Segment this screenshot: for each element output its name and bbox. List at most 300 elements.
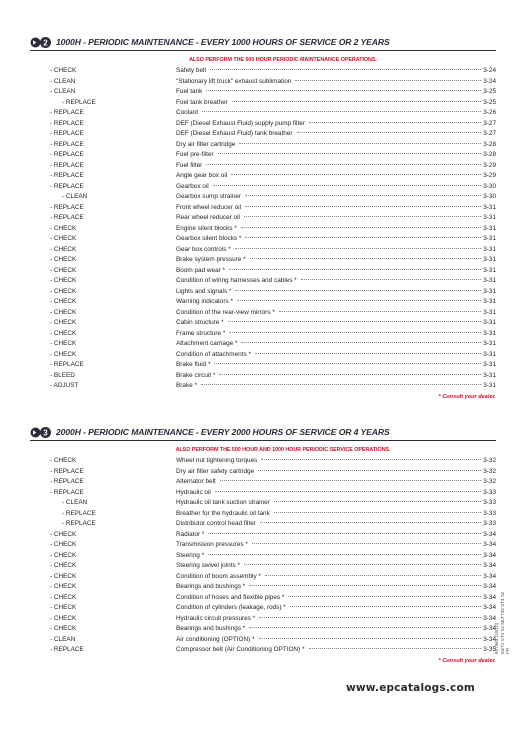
task-action: - CHECK [50,541,77,548]
task-entry [176,381,496,392]
consult-dealer-note: * Consult your dealer. [438,393,496,400]
task-description: Angle gear box oil [176,172,228,179]
page-reference: 3-27 [483,119,496,127]
task-entry [176,108,496,119]
page-reference: 3-35 [483,646,496,653]
task-action: - CHECK [50,583,77,590]
task-description: Wheel nut tightening torques [176,457,258,464]
task-description: Brake * [176,382,197,389]
task-action: - REPLACE [50,646,84,653]
task-entry [176,360,496,371]
task-row [30,614,496,625]
task-row [30,140,496,151]
task-entry [176,645,496,656]
section-title: 2000H - PERIODIC MAINTENANCE - EVERY 2000 HOURS OF SERVICE OR 4 YEARS [56,427,390,437]
page-reference: 3-31 [483,371,496,379]
task-entry [176,456,496,467]
task-entry [176,234,496,245]
task-entry [176,582,496,593]
task-row [30,477,496,488]
dot-leader [208,532,481,534]
task-action: - CHECK [50,329,77,337]
task-row [30,603,496,614]
dot-leader [208,553,481,555]
reference-line: 63/72 ST4 S2 MLT735 ST4 S2 [499,591,505,654]
also-perform-note: ALSO PERFORM THE 500 HOUR AND 1000 HOUR PERIODIC SERVICE OPERATIONS. [175,447,391,453]
task-row [30,234,496,245]
task-entry [176,245,496,256]
task-action: - CHECK [50,256,77,263]
task-entry [176,477,496,488]
task-entry [176,66,496,77]
dot-leader [260,521,481,523]
task-entry [176,192,496,203]
task-row [30,519,496,530]
task-row [30,350,496,361]
task-description: Hydraulic circuit pressures * [176,614,256,622]
task-description: Condition of wiring harnesses and cables * [176,277,297,284]
page-reference: 3-24 [483,77,496,85]
page-reference: 3-29 [483,161,496,169]
task-action: - CHECK [50,604,77,611]
task-entry [176,488,496,499]
dot-leader [295,79,481,81]
task-description: Condition of cylinders (leakage, rods) * [176,604,286,611]
dot-leader [202,110,481,112]
task-action: - CHECK [50,319,77,326]
page-reference: 3-26 [483,109,496,116]
page-reference: 3-34 [483,583,496,590]
task-action: - REPLACE [50,488,84,496]
task-action: - CHECK [50,340,77,347]
task-row [30,119,496,130]
page-reference: 3-32 [483,457,496,464]
task-row [30,509,496,520]
task-entry [176,213,496,224]
page-reference: 3-31 [483,298,496,305]
task-entry [176,540,496,551]
task-description: Engine silent blocks * [176,224,237,232]
task-row [30,287,496,298]
task-row [30,318,496,329]
dot-leader [265,574,481,576]
dot-leader [215,490,481,492]
dot-leader [309,647,482,649]
task-row [30,635,496,646]
consult-dealer-note: * Consult your dealer. [438,657,496,664]
interval-number: 2 [43,37,48,47]
task-entry [176,614,496,625]
page-reference: 3-34 [483,625,496,632]
task-description: Safety belt [176,67,207,74]
page-reference: 3-34 [483,593,496,601]
task-description: Attachment carriage * [176,340,238,347]
task-row [30,171,496,182]
dot-leader [259,637,482,639]
dot-leader [241,226,481,228]
task-description: Brake fluid * [176,361,211,368]
page-reference: 3-31 [483,224,496,232]
task-row [30,371,496,382]
task-row [30,561,496,572]
task-action: - REPLACE [50,478,84,485]
task-description: Bearings and bushings * [176,583,246,590]
task-row [30,77,496,88]
section-header [30,34,496,51]
page-reference: 3-34 [483,530,496,538]
task-row [30,255,496,266]
page-reference: 3-27 [483,130,496,137]
task-row [30,150,496,161]
page-reference: 3-24 [483,67,496,74]
task-row [30,339,496,350]
task-row [30,192,496,203]
page-reference: 3-34 [483,551,496,559]
task-row [30,467,496,478]
task-description: Condition of hoses and flexible pipes * [176,593,285,601]
task-row [30,129,496,140]
task-description: DEF (Diesel Exhaust Fluid) supply pump filter [176,119,305,127]
task-description: Breather for the hydraulic oil tank [176,509,270,517]
task-action: - CHECK [50,287,77,295]
page-reference: 3-31 [483,308,496,316]
task-entry [176,551,496,562]
dot-leader [229,268,481,270]
task-entry [176,530,496,541]
task-row [30,582,496,593]
dot-leader [258,469,481,471]
page-reference: 3-29 [483,172,496,179]
page-reference: 3-34 [483,604,496,611]
task-entry [176,77,496,88]
task-entry [176,150,496,161]
task-description: Gearbox silent blocks * [176,235,242,242]
dot-leader [237,299,481,301]
task-action: - BLEED [50,371,75,379]
dot-leader [301,278,481,280]
page-reference: 3-31 [483,214,496,221]
task-action: - REPLACE [50,214,84,221]
task-row [30,203,496,214]
task-entry [176,276,496,287]
task-action: - CHECK [50,551,77,559]
page-reference: 3-34 [483,614,496,622]
task-action: - REPLACE [50,182,84,190]
dot-leader [249,584,481,586]
task-description: Fuel tank breather [176,98,228,106]
task-action: - CHECK [50,457,77,464]
task-description: Hydraulic oil [176,488,211,496]
dot-leader [239,142,481,144]
task-row [30,530,496,541]
task-entry [176,224,496,235]
task-row [30,308,496,319]
page-reference: 3-28 [483,151,496,158]
dot-leader [220,479,481,481]
task-row [30,551,496,562]
task-action: - REPLACE [50,161,84,169]
task-action: - CLEAN [50,635,76,643]
maintenance-interval-icon [30,426,52,439]
task-entry [176,498,496,509]
dot-leader [206,89,481,91]
dot-leader [259,616,481,618]
dot-leader [235,289,481,291]
page-reference: 3-34 [483,562,496,569]
task-entry [176,329,496,340]
page-reference: 3-31 [483,235,496,242]
task-entry [176,561,496,572]
dot-leader [228,320,482,322]
task-row [30,593,496,604]
page-reference: 3-31 [483,361,496,368]
task-action: - REPLACE [50,140,84,148]
task-description: Dry air filter cartridge [176,140,236,148]
task-entry [176,266,496,277]
page-reference: 3-31 [483,256,496,263]
task-row [30,329,496,340]
task-description: Condition of boom assembly * [176,572,261,580]
dot-leader [229,331,481,333]
task-description: Cabin structure * [176,319,224,326]
task-action: - CHECK [50,562,77,569]
task-action: - REPLACE [50,467,84,475]
task-action: - REPLACE [62,520,96,527]
also-perform-note: ALSO PERFORM THE 500 HOUR PERIODIC MAINTENANCE OPERATIONS. [189,57,377,63]
dot-leader [290,605,481,607]
dot-leader [250,257,482,259]
page-reference: 3-28 [483,140,496,148]
page-reference: 3-25 [483,88,496,95]
task-row [30,66,496,77]
section-1000h [30,34,496,400]
task-action: - REPLACE [62,509,96,517]
task-action: - CHECK [50,235,77,242]
dot-leader [218,152,482,154]
task-description: Condition of attachments * [176,350,251,358]
task-description: Distributor control head filter [176,520,256,527]
task-row [30,540,496,551]
interval-number: 3 [43,427,48,437]
section-2000h [30,424,496,664]
task-description: Brake circuit * [176,371,216,379]
task-row [30,488,496,499]
reference-line: FR [505,647,510,654]
task-entry [176,287,496,298]
page-reference: 3-31 [483,382,496,389]
task-entry [176,339,496,350]
task-row [30,98,496,109]
task-row [30,182,496,193]
page-reference: 3-31 [483,319,496,326]
page-reference: 3-31 [483,340,496,347]
task-description: Warning indicators * [176,298,233,305]
task-row [30,645,496,656]
task-description: Rear wheel reducer oil [176,214,240,221]
task-action: - REPLACE [50,109,84,116]
task-action: - CHECK [50,67,77,74]
page-reference: 3-31 [483,203,496,211]
page-reference: 3-31 [483,287,496,295]
task-entry [176,87,496,98]
task-entry [176,308,496,319]
dot-leader [244,215,481,217]
task-description: DEF (Diesel Exhaust Fluid) tank breather [176,130,293,137]
dot-leader [274,500,481,502]
dot-leader [235,247,482,249]
section-title: 1000H - PERIODIC MAINTENANCE - EVERY 1000 HOURS OF SERVICE OR 2 YEARS [56,37,390,47]
task-description: Alternator belt [176,478,216,485]
task-entry [176,371,496,382]
dot-leader [245,236,481,238]
page-reference: 3-31 [483,245,496,253]
watermark: www.epcatalogs.com [346,682,476,694]
task-row [30,360,496,371]
task-description: Condition of the rear-view mirrors * [176,308,275,316]
dot-leader [309,121,481,123]
task-entry [176,603,496,614]
task-entry [176,635,496,646]
page-reference: 3-32 [483,478,496,485]
dot-leader [213,184,482,186]
document-reference-code [494,591,510,734]
dot-leader [245,205,481,207]
task-action: - REPLACE [50,119,84,127]
task-entry [176,297,496,308]
dot-leader [245,194,481,196]
task-action: - REPLACE [50,130,84,137]
dot-leader [206,163,481,165]
task-row [30,266,496,277]
task-entry [176,350,496,361]
task-action: - CHECK [50,572,77,580]
task-action: - CHECK [50,298,77,305]
dot-leader [232,100,481,102]
task-entry [176,467,496,478]
task-description: Fuel filter [176,161,203,169]
task-entry [176,572,496,583]
dot-leader [255,352,481,354]
task-row [30,213,496,224]
section-header [30,424,496,441]
reference-line: 647963 (20/10) [494,622,499,654]
task-action: - CHECK [50,224,77,232]
task-action: - CHECK [50,593,77,601]
task-description: Frame structure * [176,329,226,337]
task-row [30,87,496,98]
task-action: - CLEAN [50,77,76,85]
task-row [30,245,496,256]
task-action: - REPLACE [50,151,84,158]
task-action: - CHECK [50,308,77,316]
task-list [30,456,496,656]
dot-leader [252,542,481,544]
task-description: Transmission pressures * [176,541,248,548]
page-reference: 3-33 [483,509,496,517]
task-entry [176,203,496,214]
task-description: Lights and signals * [176,287,232,295]
dot-leader [214,362,481,364]
task-entry [176,519,496,530]
task-description: Steering * [176,551,205,559]
task-entry [176,182,496,193]
task-row [30,498,496,509]
page-reference: 3-34 [483,541,496,548]
dot-leader [210,68,481,70]
task-entry [176,119,496,130]
maintenance-interval-icon [30,36,52,49]
task-description: Dry air filter safety cartridge [176,467,255,475]
dot-leader [274,511,481,513]
page-reference: 3-31 [483,329,496,337]
page-reference: 3-34 [483,635,496,643]
task-action: - CHECK [50,625,77,632]
task-description: Radiator * [176,530,205,538]
page-reference: 3-30 [483,182,496,190]
task-description: Boom pad wear * [176,266,226,274]
task-row [30,108,496,119]
task-entry [176,593,496,604]
page-reference: 3-32 [483,467,496,475]
task-action: - CHECK [50,266,77,274]
task-action: - REPLACE [50,172,84,179]
task-description: Gear box controls * [176,245,231,253]
task-action: - CHECK [50,350,77,358]
page-reference: 3-33 [483,488,496,496]
task-description: "Stationary lift truck" exhaust sublimation [176,77,292,85]
task-description: Air conditioning (OPTION) * [176,635,255,643]
dot-leader [241,341,481,343]
dot-leader [279,310,481,312]
dot-leader [297,131,482,133]
page-reference: 3-31 [483,277,496,284]
task-list [30,66,496,392]
dot-leader [201,383,481,385]
dot-leader [249,626,481,628]
task-row [30,381,496,392]
task-action: - CHECK [50,277,77,284]
page-reference: 3-33 [483,499,496,506]
task-description: Coolant [176,109,199,116]
task-description: Fuel pre-filter [176,151,214,158]
task-entry [176,140,496,151]
task-description: Hydraulic oil tank suction strainer [176,499,270,506]
dot-leader [261,458,481,460]
task-description: Gearbox sump strainer [176,193,241,200]
task-entry [176,318,496,329]
page-reference: 3-33 [483,520,496,527]
task-action: - CLEAN [62,499,88,506]
task-row [30,224,496,235]
task-entry [176,255,496,266]
task-description: Front wheel reducer oil [176,203,242,211]
task-action: - CHECK [50,530,77,538]
task-entry [176,98,496,109]
task-description: Brake system pressure * [176,256,246,263]
task-row [30,161,496,172]
page-reference: 3-30 [483,193,496,200]
task-action: - REPLACE [50,203,84,211]
task-description: Fuel tank [176,88,203,95]
task-row [30,297,496,308]
task-entry [176,161,496,172]
task-entry [176,129,496,140]
page-reference: 3-25 [483,98,496,106]
task-row [30,456,496,467]
task-description: Gearbox oil [176,182,209,190]
task-description: Steering swivel joints * [176,562,240,569]
task-action: - CHECK [50,614,77,622]
